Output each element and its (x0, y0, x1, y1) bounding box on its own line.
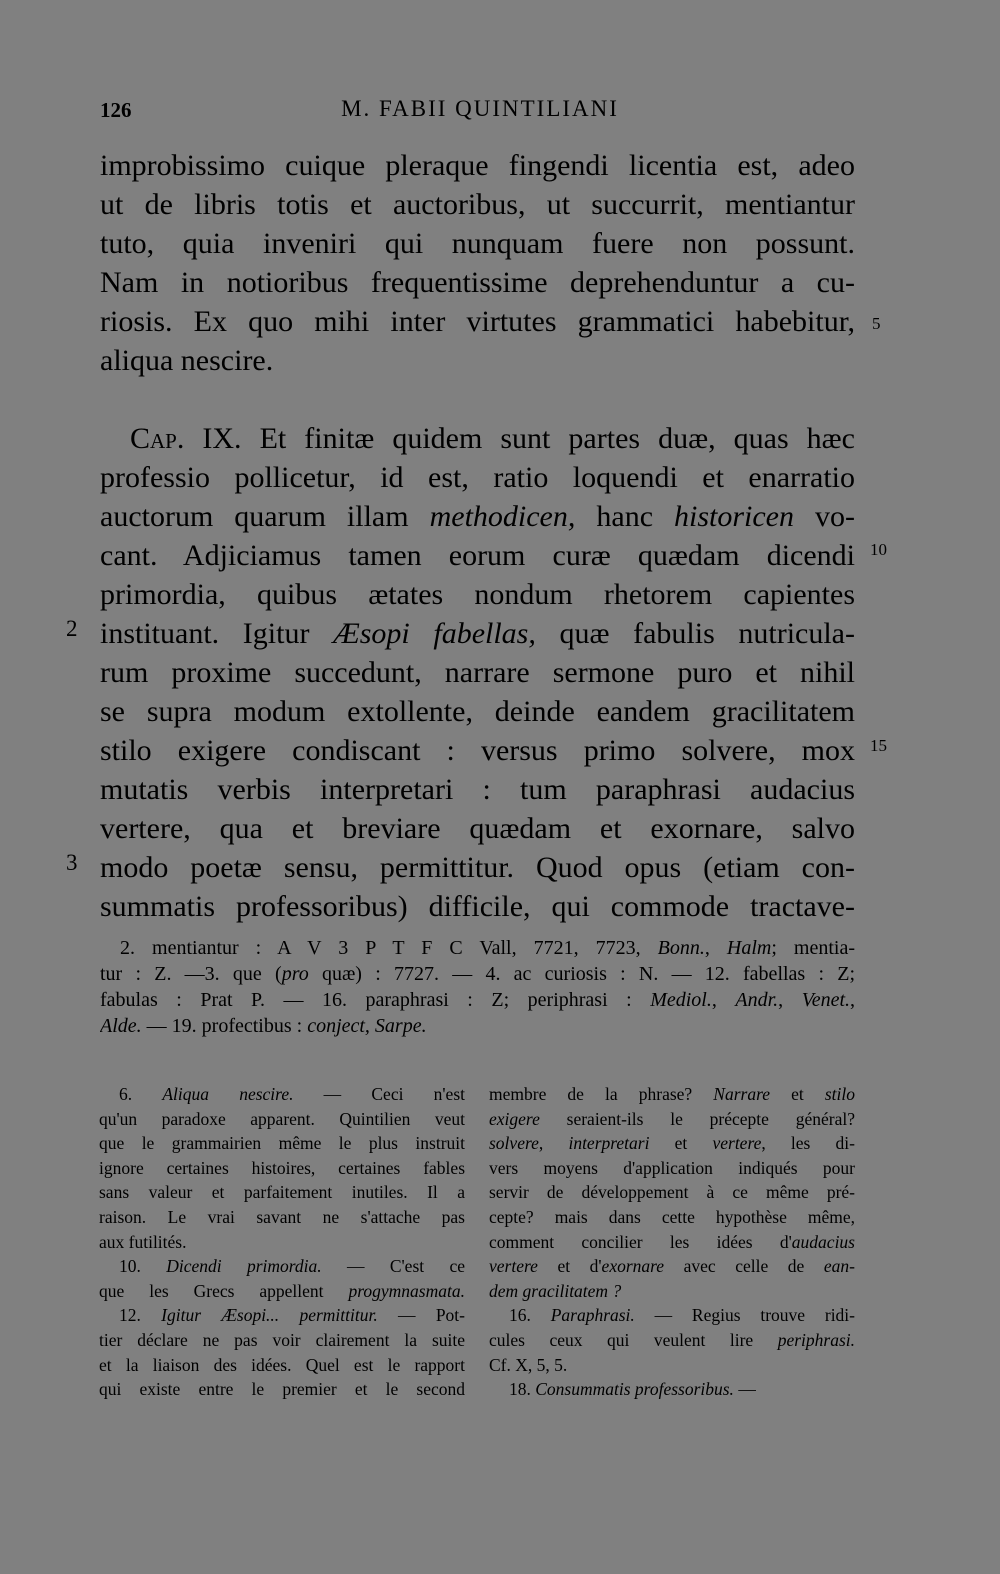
text-line: tuto, quia inveniri qui nunquam fuere non possunt. (100, 227, 855, 260)
text-span: , (538, 1133, 569, 1154)
footnotes-left-column (99, 1082, 465, 1402)
text-span: seraient-ils le précepte général? (539, 1108, 855, 1129)
text-span: membre de la phrase? (489, 1084, 714, 1104)
text-line: se supra modum extollente, deinde eandem gracilitatem (100, 695, 855, 728)
text-span: que les Grecs appellent (99, 1280, 349, 1301)
footnote-line (99, 1082, 465, 1107)
text-span: — 19. profectibus : (141, 1015, 308, 1037)
footnotes-right-column (489, 1082, 855, 1402)
italic-span: Venet. (801, 989, 850, 1011)
text-span: vo- (794, 500, 855, 533)
text-span: ; mentia- (771, 937, 855, 959)
line-number-marker: 10 (870, 540, 887, 559)
footnote-line: raison. Le vrai savant ne s'attache pas (99, 1206, 465, 1227)
note-number: 12. (119, 1305, 162, 1326)
page-number: 126 (100, 98, 132, 122)
page-header (100, 96, 860, 132)
text-span: , (711, 989, 736, 1011)
paragraph-gap (100, 380, 855, 419)
footnote-line (489, 1131, 855, 1156)
italic-span: Bonn. (657, 937, 705, 959)
footnote-line (489, 1303, 855, 1328)
footnote-line: aux futilités. (99, 1231, 187, 1252)
apparatus-line (100, 1013, 855, 1039)
italic-span: stilo (824, 1084, 855, 1104)
main-text (100, 146, 855, 926)
italic-span: vertere (712, 1133, 762, 1154)
apparatus-line (100, 987, 855, 1013)
italic-span: pro (281, 963, 309, 985)
critical-apparatus (100, 935, 855, 1039)
italic-span: audacius (791, 1231, 855, 1252)
footnote-line: cepte? mais dans cette hypothèse même, (489, 1206, 855, 1227)
text-span: , (704, 937, 727, 959)
text-span: — Ceci n'est (293, 1084, 465, 1104)
italic-term: methodicen, (429, 500, 576, 533)
line-number-marker: 5 (872, 314, 881, 333)
text-line: summatis professoribus) difficile, qui commode tractave- (100, 890, 855, 923)
text-span: fabulas : Prat P. — 16. paraphrasi : Z; periphrasi : (100, 989, 651, 1011)
italic-span: Narrare (713, 1084, 771, 1104)
note-number: 10. (119, 1256, 167, 1277)
note-lemma: Paraphrasi. (550, 1305, 635, 1326)
text-span: et d' (537, 1256, 602, 1277)
text-span: quæ fabulis nutricula- (535, 617, 855, 650)
text-line: primordia, quibus ætates nondum rhetorem capientes (100, 578, 855, 611)
text-span: comment concilier les idées d' (489, 1231, 792, 1252)
footnote-line (489, 1279, 855, 1304)
footnote-line (489, 1328, 855, 1353)
italic-span: exigere (489, 1108, 540, 1129)
italic-span: Andr. (735, 989, 779, 1011)
note-lemma: Igitur Æsopi... permittitur. (161, 1305, 378, 1326)
text-line: modo poetæ sensu, permittitur. Quod opus (etiam con- (100, 851, 855, 884)
section-number-marker: 3 (66, 850, 78, 875)
italic-span: Alde. (100, 1015, 142, 1037)
text-line: mutatis verbis interpretari : tum paraphrasi audacius (100, 773, 855, 806)
note-number: 16. (509, 1305, 551, 1326)
text-line: stilo exigere condiscant : versus primo solvere, mox (100, 734, 855, 767)
note-lemma: Dicendi primordia. (166, 1256, 322, 1277)
text-line: ut de libris totis et auctoribus, ut succurrit, mentiantur (100, 188, 855, 221)
text-line: Nam in notioribus frequentissime deprehenduntur a cu- (100, 266, 855, 299)
running-title: M. FABII QUINTILIANI (341, 96, 619, 121)
footnote-line: sans valeur et parfaitement inutiles. Il a (99, 1182, 465, 1203)
text-span: tur : Z. —3. que ( (100, 963, 282, 985)
text-line: aliqua nescire. (100, 344, 274, 377)
italic-span: Halm (726, 937, 772, 959)
text-span: auctorum quarum illam (100, 500, 430, 533)
footnote-line (489, 1230, 855, 1255)
chapter-heading: Cap. IX. (130, 422, 242, 455)
italic-span: exornare (601, 1256, 665, 1277)
italic-span: progymnasmata. (348, 1280, 465, 1301)
footnote-line: servir de développement à ce même pré- (489, 1182, 855, 1203)
text-span: et (770, 1084, 825, 1104)
footnote-line: qui existe entre le premier et le second (99, 1379, 465, 1400)
text-line: riosis. Ex quo mihi inter virtutes grammatici habebitur, (100, 305, 855, 338)
italic-span: vertere (489, 1256, 538, 1277)
footnote-line (489, 1254, 855, 1279)
text-span: hanc (575, 500, 675, 533)
note-lemma: Consummatis professoribus. (535, 1379, 734, 1400)
footnote-line: Cf. X, 5, 5. (489, 1354, 568, 1375)
italic-span: ean- (823, 1256, 855, 1277)
footnote-line (489, 1377, 855, 1402)
text-span: , les di- (761, 1133, 855, 1154)
footnote-line (489, 1082, 855, 1107)
text-span: avec celle de (664, 1256, 824, 1277)
note-number: 18. (509, 1379, 536, 1400)
footnote-line (489, 1107, 855, 1132)
text-span: et (649, 1133, 713, 1154)
text-span: — C'est ce (321, 1256, 465, 1277)
footnote-line (99, 1279, 465, 1304)
footnote-line: ignore certaines histoires, certaines fables (99, 1157, 465, 1178)
italic-span: Mediol. (650, 989, 712, 1011)
italic-title: Æsopi fabellas, (333, 617, 536, 650)
text-span: — Regius trouve ridi- (634, 1305, 855, 1326)
text-span: cules ceux qui veulent lire (489, 1329, 778, 1350)
text-span: 2. mentiantur : A V 3 P T F C Vall, 7721, 7723, (120, 937, 658, 959)
italic-span: interpretari (568, 1133, 650, 1154)
text-span: — Pot- (377, 1305, 465, 1326)
text-line: improbissimo cuique pleraque fingendi licentia est, adeo (100, 149, 855, 182)
text-span: — (733, 1379, 756, 1400)
text-span: , (778, 989, 802, 1011)
text-line: cant. Adjiciamus tamen eorum curæ quædam dicendi (100, 539, 855, 572)
italic-span: dem gracilitatem ? (489, 1280, 622, 1301)
text-span: instituant. Igitur (100, 617, 334, 650)
italic-term: historicen (674, 500, 795, 533)
line-number-marker: 15 (870, 736, 887, 755)
italic-span: solvere (489, 1133, 539, 1154)
footnote-line: que le grammairien même le plus instruit (99, 1133, 465, 1154)
italic-span: periphrasi. (777, 1329, 855, 1350)
footnote-line (99, 1254, 465, 1279)
apparatus-line (100, 935, 855, 961)
text-line (100, 497, 855, 536)
section-number-marker: 2 (66, 616, 78, 641)
note-number: 6. (119, 1084, 163, 1104)
footnote-line (99, 1303, 465, 1328)
text-line: rum proxime succedunt, narrare sermone puro et nihil (100, 656, 855, 689)
text-span: Et finitæ quidem sunt partes duæ, quas hæc (241, 422, 855, 455)
text-span: , (850, 989, 855, 1011)
text-span: quæ) : 7727. — 4. ac curiosis : N. — 12. fabellas : Z; (308, 963, 855, 985)
text-line (100, 614, 855, 653)
chapter-first-line (100, 419, 855, 458)
text-line: vertere, qua et breviare quædam et exornare, salvo (100, 812, 855, 845)
footnote-line: et la liaison des idées. Quel est le rapport (99, 1354, 465, 1375)
footnote-line: qu'un paradoxe apparent. Quintilien veut (99, 1108, 465, 1129)
italic-span: conject, Sarpe. (307, 1015, 427, 1037)
footnote-line: tier déclare ne pas voir clairement la suite (99, 1329, 465, 1350)
note-lemma: Aliqua nescire. (162, 1084, 294, 1104)
footnote-line: vers moyens d'application indiqués pour (489, 1157, 855, 1178)
apparatus-line (100, 961, 855, 987)
text-line: professio pollicetur, id est, ratio loquendi et enarratio (100, 461, 855, 494)
